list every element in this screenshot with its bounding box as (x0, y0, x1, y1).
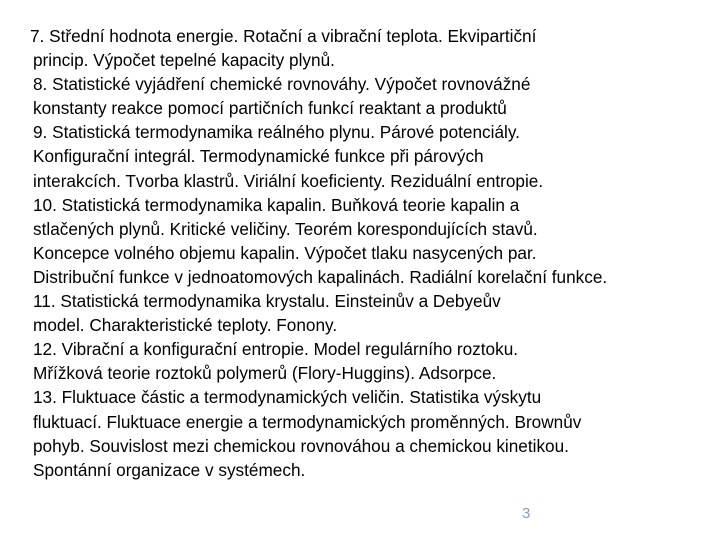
text-line: princip. Výpočet tepelné kapacity plynů. (33, 50, 335, 71)
text-line: 10. Statistická termodynamika kapalin. Buňková teorie kapalin a (33, 194, 520, 215)
text-line: Konfigurační integrál. Termodynamické funkce při párových (33, 146, 484, 167)
text-line: konstanty reakce pomocí partičních funkcí reaktant a produktů (33, 98, 507, 119)
text-line: model. Charakteristické teploty. Fonony. (33, 315, 338, 336)
text-line: 7. Střední hodnota energie. Rotační a vibrační teplota. Ekvipartiční (30, 26, 537, 46)
text-line: Distribuční funkce v jednoatomových kapalinách. Radiální korelační funkce. (33, 266, 608, 287)
text-line: Spontánní organizace v systémech. (33, 459, 306, 480)
text-line: Koncepce volného objemu kapalin. Výpočet tlaku nasycených par. (33, 242, 537, 263)
text-line: fluktuací. Fluktuace energie a termodynamických proměnných. Brownův (33, 411, 582, 432)
text-line: stlačených plynů. Kritické veličiny. Teorém korespondujících stavů. (33, 218, 538, 239)
page-number: 3 (522, 505, 531, 522)
slide-body-text (30, 24, 713, 482)
text-line: interakcích. Tvorba klastrů. Viriální koeficienty. Reziduální entropie. (33, 170, 544, 191)
text-line: 11. Statistická termodynamika krystalu. Einsteinův a Debyeův (33, 291, 501, 312)
text-line: Mřížková teorie roztoků polymerů (Flory-Huggins). Adsorpce. (33, 363, 497, 384)
text-line: 9. Statistická termodynamika reálného plynu. Párové potenciály. (33, 122, 520, 143)
text-line: 12. Vibrační a konfigurační entropie. Model regulárního roztoku. (33, 339, 519, 360)
text-line: 13. Fluktuace částic a termodynamických veličin. Statistika výskytu (33, 387, 542, 408)
text-line: pohyb. Souvislost mezi chemickou rovnováhou a chemickou kinetikou. (33, 435, 569, 456)
text-line: 8. Statistické vyjádření chemické rovnováhy. Výpočet rovnovážné (33, 74, 531, 95)
